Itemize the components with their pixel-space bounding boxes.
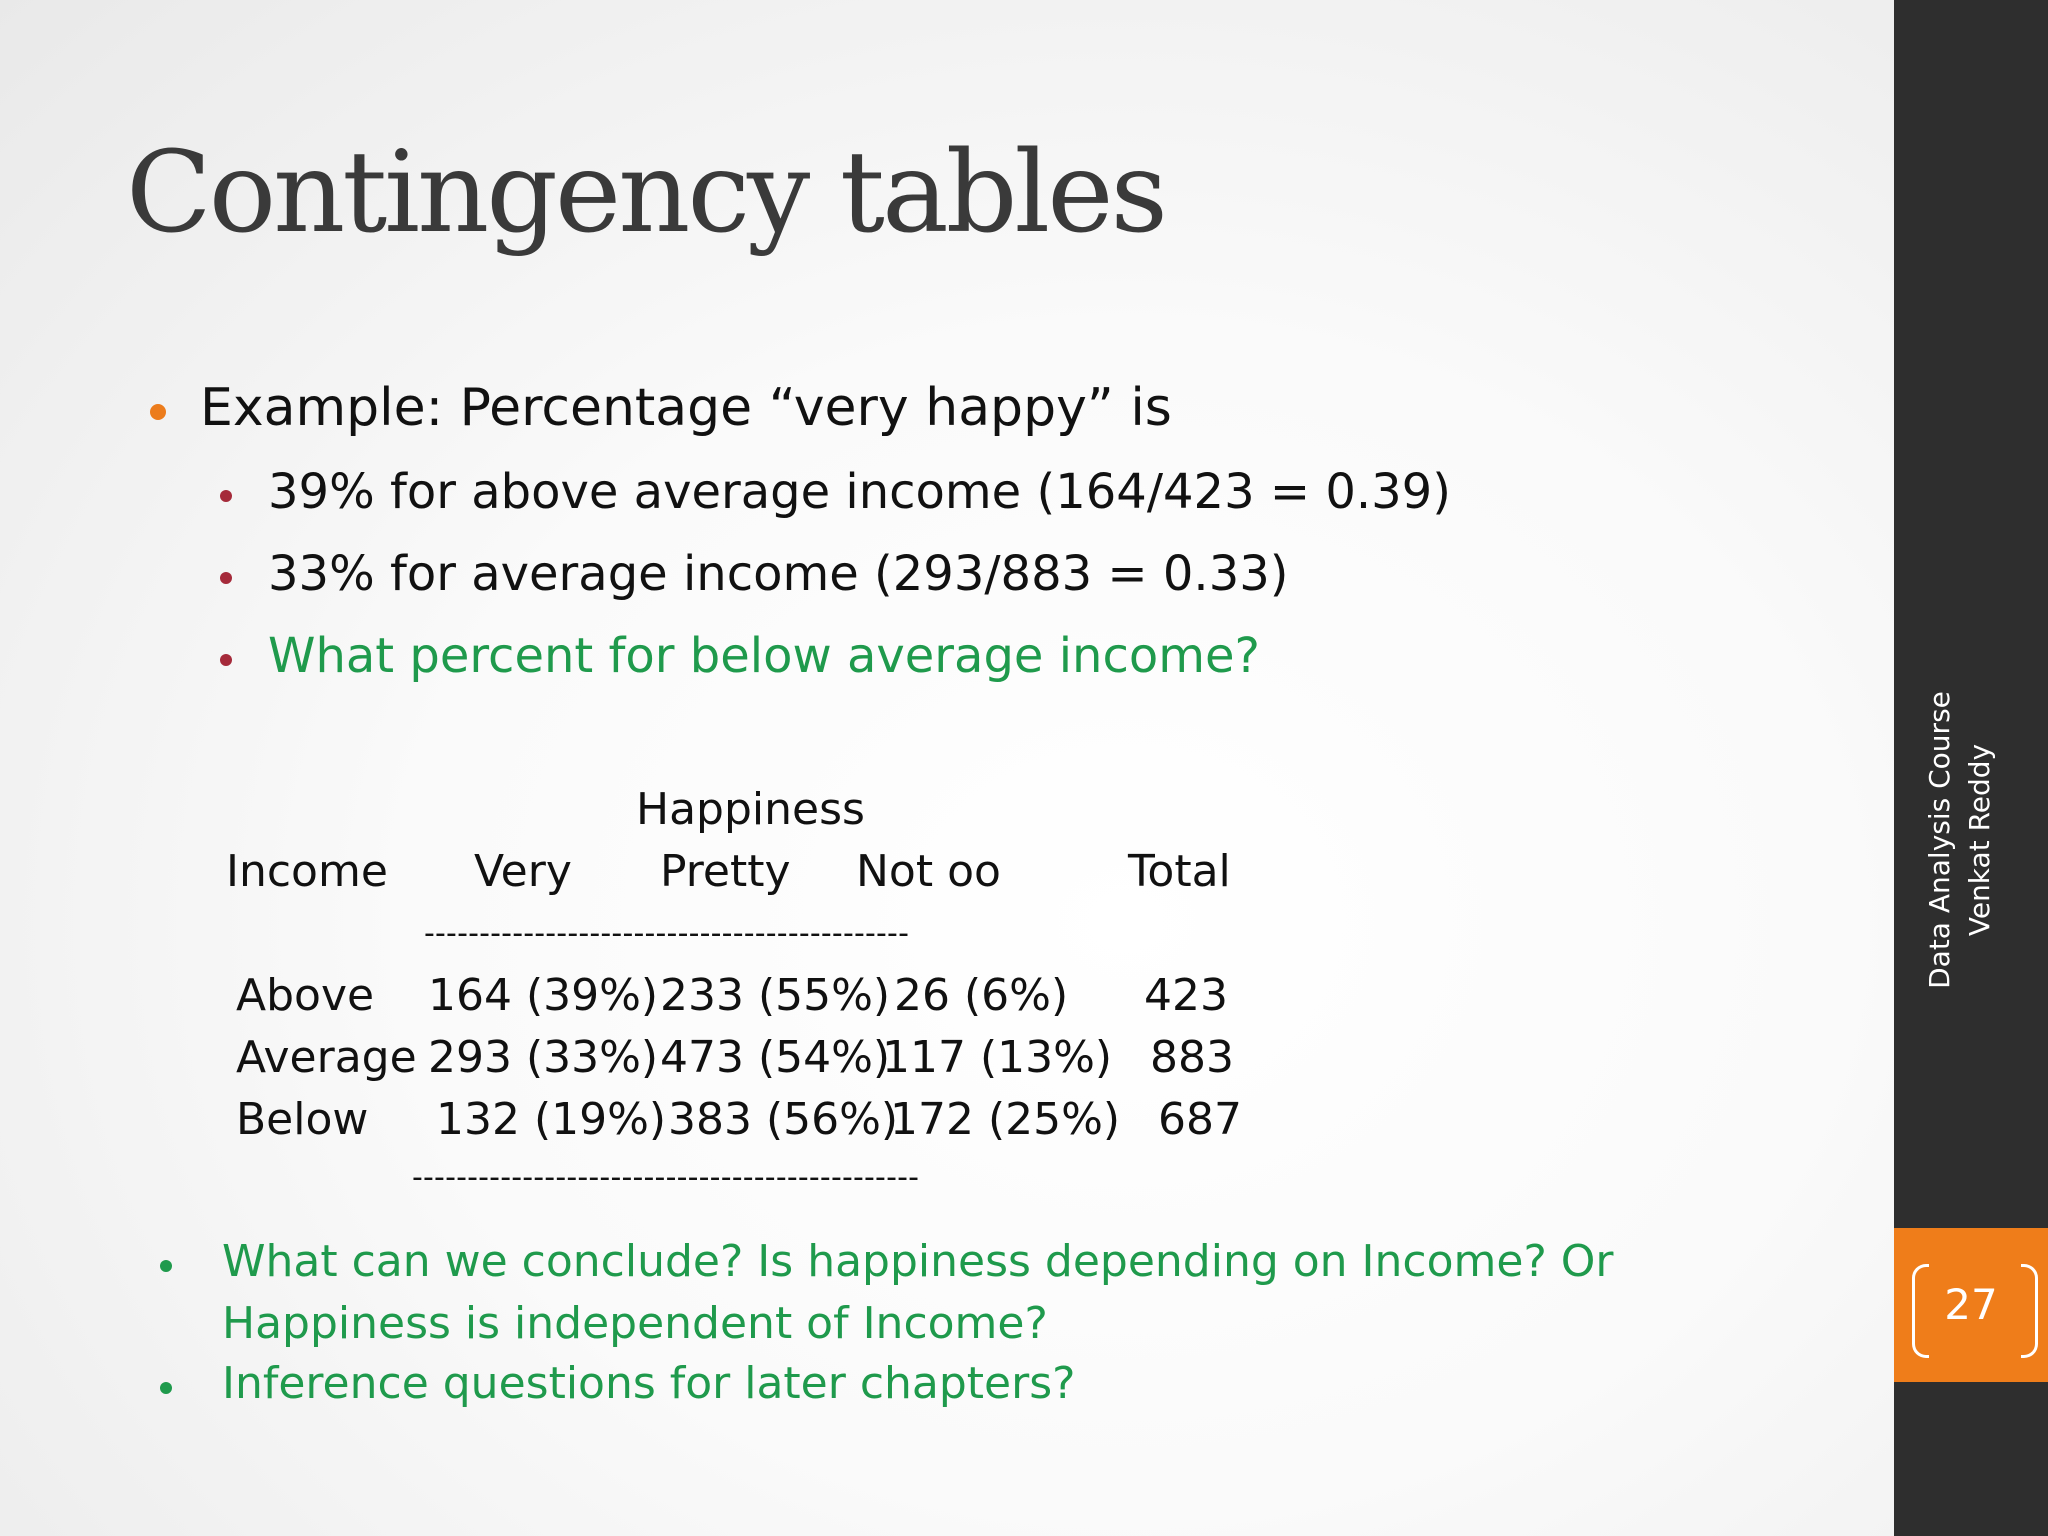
table-cell-total: 883 bbox=[1150, 1032, 1234, 1083]
table-group-header: Happiness bbox=[636, 784, 865, 835]
sidebar-author: Venkat Reddy bbox=[1963, 743, 1996, 937]
bullet-dot-icon bbox=[220, 654, 232, 666]
table-header-not-too: Not oo bbox=[856, 846, 1001, 897]
table-header-income: Income bbox=[226, 846, 388, 897]
table-divider-top: -------------------------------------------- bbox=[424, 916, 910, 951]
bottom-bullet-line: Inference questions for later chapters? bbox=[222, 1358, 1076, 1409]
bullet-dot-icon bbox=[160, 1260, 172, 1272]
bottom-bullet bbox=[222, 1236, 1614, 1287]
sidebar-course: Data Analysis Course bbox=[1923, 691, 1956, 989]
bottom-bullet-line: What can we conclude? Is happiness depending on Income? Or bbox=[222, 1236, 1614, 1287]
table-cell-very: 164 (39%) bbox=[428, 970, 659, 1021]
sub-bullet-question bbox=[268, 628, 1260, 684]
bullet-dot-icon bbox=[220, 490, 232, 502]
table-cell-pretty: 383 (56%) bbox=[668, 1094, 899, 1145]
sub-bullet bbox=[268, 464, 1451, 520]
table-header-very: Very bbox=[474, 846, 572, 897]
main-bullet-text: Example: Percentage “very happy” is bbox=[200, 378, 1172, 438]
bullet-dot-icon bbox=[160, 1382, 172, 1394]
table-header-pretty: Pretty bbox=[660, 846, 791, 897]
table-cell-very: 293 (33%) bbox=[428, 1032, 659, 1083]
sub-bullet-text: What percent for below average income? bbox=[268, 628, 1260, 684]
table-cell-income: Above bbox=[236, 970, 375, 1021]
bottom-bullet bbox=[222, 1358, 1076, 1409]
table-cell-total: 423 bbox=[1144, 970, 1228, 1021]
bottom-bullet-continuation: Happiness is independent of Income? bbox=[222, 1298, 1048, 1349]
main-bullet bbox=[200, 378, 1172, 438]
page-number: 27 bbox=[1944, 1280, 1998, 1329]
table-cell-not-too: 117 (13%) bbox=[882, 1032, 1113, 1083]
slide-title: Contingency tables bbox=[126, 128, 1165, 258]
sidebar-footer-text bbox=[1920, 691, 2000, 989]
sub-bullet-text: 39% for above average income (164/423 = 0.39) bbox=[268, 464, 1451, 520]
sub-bullet bbox=[268, 546, 1289, 602]
bullet-dot-icon bbox=[150, 404, 166, 420]
table-cell-not-too: 172 (25%) bbox=[890, 1094, 1121, 1145]
table-divider-bottom: ---------------------------------------------- bbox=[412, 1160, 920, 1195]
table-cell-total: 687 bbox=[1158, 1094, 1242, 1145]
page-number-box bbox=[1894, 1228, 2048, 1382]
table-cell-income: Below bbox=[236, 1094, 369, 1145]
table-cell-pretty: 473 (54%) bbox=[660, 1032, 891, 1083]
table-cell-pretty: 233 (55%) bbox=[660, 970, 891, 1021]
table-cell-not-too: 26 (6%) bbox=[894, 970, 1069, 1021]
sub-bullet-text: 33% for average income (293/883 = 0.33) bbox=[268, 546, 1289, 602]
bullet-dot-icon bbox=[220, 572, 232, 584]
table-cell-very: 132 (19%) bbox=[436, 1094, 667, 1145]
table-cell-income: Average bbox=[236, 1032, 417, 1083]
table-header-total: Total bbox=[1128, 846, 1231, 897]
